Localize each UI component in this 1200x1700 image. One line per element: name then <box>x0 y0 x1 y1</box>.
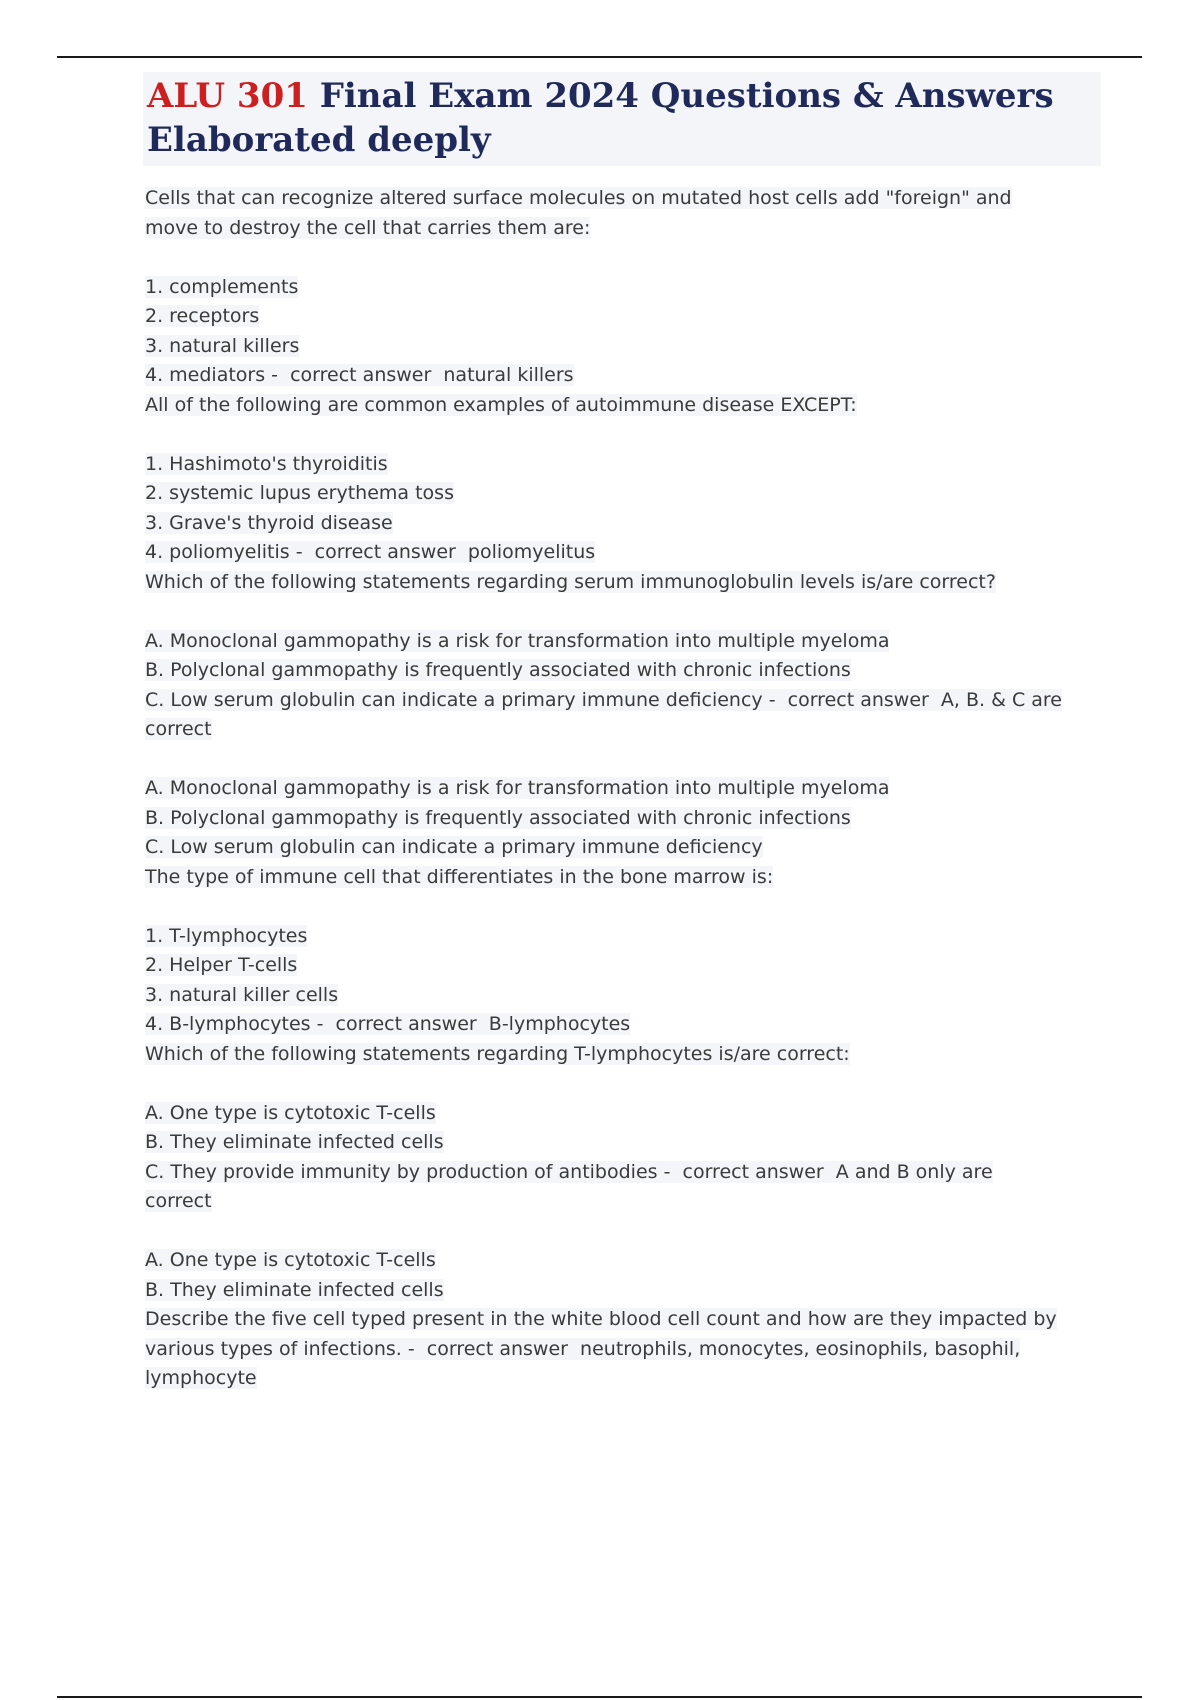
text-line: 3. Grave's thyroid disease <box>145 511 393 534</box>
text-line: C. Low serum globulin can indicate a primary immune deficiency - correct answer A, B. & C are <box>145 688 1062 711</box>
top-rule <box>57 56 1142 58</box>
text-line <box>145 243 1085 273</box>
text-line: move to destroy the cell that carries them are: <box>145 216 591 239</box>
bottom-rule <box>57 1696 1142 1698</box>
text-line: 2. systemic lupus erythema toss <box>145 482 454 504</box>
text-line: Cells that can recognize altered surface molecules on mutated host cells add "foreign" and <box>145 187 1012 209</box>
text-line <box>145 420 1085 450</box>
document-body <box>145 184 1085 1394</box>
page-title <box>143 72 1101 166</box>
text-line: B. Polyclonal gammopathy is frequently associated with chronic infections <box>145 659 851 681</box>
title-text: Final Exam 2024 Questions & Answers Elaborated deeply <box>147 76 1054 160</box>
text-line: various types of infections. - correct answer neutrophils, monocytes, eosinophils, basophil, <box>145 1337 1021 1360</box>
text-line: correct <box>145 718 212 740</box>
text-line: A. Monoclonal gammopathy is a risk for transformation into multiple myeloma <box>145 777 890 799</box>
text-line <box>145 1217 1085 1247</box>
text-line: A. Monoclonal gammopathy is a risk for transformation into multiple myeloma <box>145 629 890 652</box>
course-code: ALU 301 <box>147 76 308 116</box>
text-line: Which of the following statements regarding serum immunoglobulin levels is/are correct? <box>145 570 996 593</box>
text-line: 1. Hashimoto's thyroiditis <box>145 452 388 475</box>
text-line: Describe the five cell typed present in the white blood cell count and how are they impacted by <box>145 1308 1057 1330</box>
text-line: 4. mediators - correct answer natural killers <box>145 364 574 386</box>
text-line: B. They eliminate infected cells <box>145 1131 444 1153</box>
text-line <box>145 1069 1085 1099</box>
text-line: 4. B-lymphocytes - correct answer B-lymphocytes <box>145 1013 631 1035</box>
text-line: A. One type is cytotoxic T-cells <box>145 1249 436 1271</box>
text-line: correct <box>145 1190 212 1212</box>
text-line: C. They provide immunity by production of antibodies - correct answer A and B only are <box>145 1160 993 1183</box>
text-line: The type of immune cell that differentiates in the bone marrow is: <box>145 865 774 888</box>
text-line: 2. receptors <box>145 305 260 327</box>
text-line: 2. Helper T-cells <box>145 954 298 976</box>
text-line: Which of the following statements regarding T-lymphocytes is/are correct: <box>145 1042 850 1065</box>
text-line: A. One type is cytotoxic T-cells <box>145 1101 436 1124</box>
text-line <box>145 892 1085 922</box>
text-line: All of the following are common examples of autoimmune disease EXCEPT: <box>145 393 857 416</box>
text-line: 1. complements <box>145 275 299 298</box>
text-line <box>145 597 1085 627</box>
text-line: 3. natural killers <box>145 334 300 357</box>
text-line <box>145 745 1085 775</box>
text-line: 4. poliomyelitis - correct answer poliomyelitus <box>145 541 596 563</box>
text-line: 3. natural killer cells <box>145 983 339 1006</box>
text-line: B. Polyclonal gammopathy is frequently associated with chronic infections <box>145 806 851 829</box>
text-line: C. Low serum globulin can indicate a primary immune deficiency <box>145 836 763 858</box>
text-line: B. They eliminate infected cells <box>145 1278 444 1301</box>
text-line: 1. T-lymphocytes <box>145 924 308 947</box>
text-line: lymphocyte <box>145 1367 257 1389</box>
